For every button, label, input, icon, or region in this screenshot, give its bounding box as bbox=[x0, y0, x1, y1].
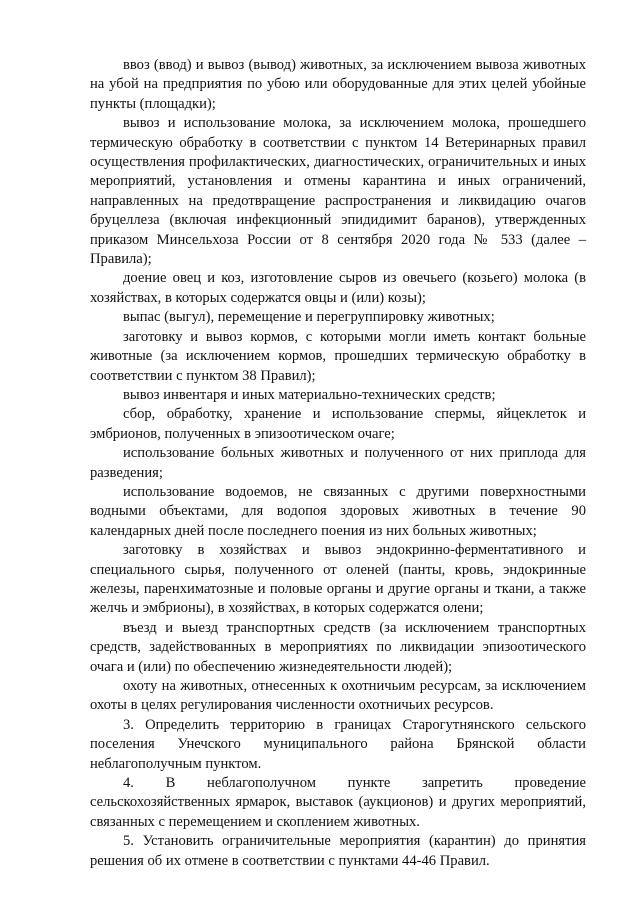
paragraph-item-5: 5. Установить ограничительные мероприятия (карантин) до принятия решения об их отмене в соответствии с пунктами 44-46 Правил. bbox=[90, 833, 586, 869]
paragraph-item-4: 4. В неблагополучном пункте запретить проведение сельскохозяйственных ярмарок, выставок (аукционов) и других мероприятий, связанных с перемещением и скоплением животных. bbox=[90, 775, 586, 830]
paragraph-feed: заготовку и вывоз кормов, с которыми могли иметь контакт больные животные (за исключением кормов, прошедших термическую обработку в соответствии с пунктом 38 Правил); bbox=[90, 328, 586, 384]
paragraph-hunting: охоту на животных, отнесенных к охотничьим ресурсам, за исключением охоты в целях регулирования численности охотничьих ресурсов. bbox=[90, 678, 586, 714]
paragraph-item-3: 3. Определить территорию в границах Старогутнянского сельского поселения Унечского муниципального района Брянской области неблагополучным пунктом. bbox=[90, 716, 586, 772]
paragraph-breeding: использование больных животных и полученного от них приплода для разведения; bbox=[90, 445, 586, 481]
paragraph-sperm-embryos: сбор, обработку, хранение и использование спермы, яйцеклеток и эмбрионов, полученных в эпизоотическом очаге; bbox=[90, 406, 586, 442]
document-page bbox=[90, 56, 586, 871]
paragraph-deer-raw-materials: заготовку в хозяйствах и вывоз эндокринно-ферментативного и специального сырья, полученного от оленей (панты, кровь, эндокринные железы, паренхиматозные и половые органы и другие органы и ткани, а также желчь и эмбрионы), в хозяйствах, в которых содержатся олени; bbox=[90, 542, 586, 617]
paragraph-water-bodies: использование водоемов, не связанных с другими поверхностными водными объектами, для водопоя здоровых животных в течение 90 календарных дней после последнего поения из них больных животных; bbox=[90, 483, 586, 539]
paragraph-grazing: выпас (выгул), перемещение и перегруппировку животных; bbox=[123, 309, 495, 326]
paragraph-milking-cheese: доение овец и коз, изготовление сыров из овечьего (козьего) молока (в хозяйствах, в которых содержатся овцы и (или) козы); bbox=[90, 270, 586, 306]
paragraph-inventory: вывоз инвентаря и иных материально-технических средств; bbox=[123, 386, 496, 403]
paragraph-vehicles: въезд и выезд транспортных средств (за исключением транспортных средств, задействованных в мероприятиях по ликвидации эпизоотического очага и (или) по обеспечению жизнедеятельности людей); bbox=[90, 619, 586, 675]
paragraph-milk-export: вывоз и использование молока, за исключением молока, прошедшего термическую обработку в соответствии с пунктом 14 Ветеринарных правил осуществления профилактических, диагностических, ограничительных и иных мероприятий, установления и отмены карантина и иных ограничений, направленных на предотвращение распространения и ликвидацию очагов бруцеллеза (включая инфекционный эпидидимит баранов), утвержденных приказом Минсельхоза России от 8 сентября 2020 года № 533 (далее – Правила); bbox=[90, 115, 586, 268]
paragraph-import-export-animals: ввоз (ввод) и вывоз (вывод) животных, за исключением вывоза животных на убой на предприятия по убою или оборудованные для этих целей убойные пункты (площадки); bbox=[90, 57, 586, 112]
